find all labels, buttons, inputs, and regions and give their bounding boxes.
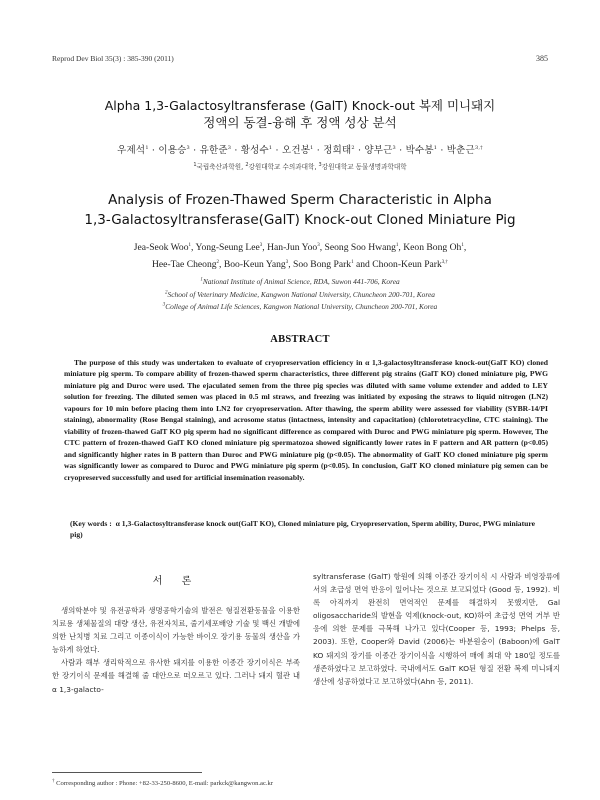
author-affiliation-mark: 1 [268, 144, 273, 151]
affiliation-line [40, 301, 560, 314]
abstract-text: The purpose of this study was undertaken to evaluate of cryopreservation efficiency in α 1,3-galactosyltransferase knock-out(GalT KO) cloned miniature pig sperm. To compare ability of frozen-thawed sperm characteristics, three different pig strains (GalT KO) cloned miniature pig, PWG miniature pig and Duroc were used. The ejaculated semen from the three pig species was diluted with same volume extender and added to LEY solution for freezing. The diluted semen was placed in 0.5 ml straws, and freezing was initiated by exposing the straws to liquid nitrogen (LN2) vapours for 10 min before placing them into LN2 for cryopreservation. After thawing, the sperm ability were assessed for viability (SYBR-14/PI staining), abnormality (Rose Bengal staining), and acrosome status (intactness, intensity and capacitation) (chlorotetracycline, CTC staining). The viability of frozen-thawed GalT KO pig sperm had no significant difference as compared with Duroc and PWG miniature pig sperm. However, The CTC pattern of frozen-thawed GalT KO cloned miniature pig spermatozoa showed significantly lower rates in F pattern and AR pattern (p<0.05) and significantly higher rates in B pattern than Duroc and PWG miniature pig (p<0.05). The abnormality of GalT KO cloned miniature pig sperm was significantly lower as compared to Duroc and PWG miniature pig sperm (p<0.05). In conclusion, GalT KO cloned miniature pig semen can be cryopreserved successfully and used for artificial insemination reasonably. [64, 358, 548, 482]
body-paragraph: 생의학분야 및 유전공학과 생명공학기술의 발전은 형질전환동물을 이용한 치료용 생체물질의 대량 생산, 유전자치료, 줄기세포배양 기술 및 백신 개발에 의한 난치병 치료 그리고 이종이식이 가능한 바이오 장기용 동물의 생산을 가능하게 하였다. [52, 606, 300, 655]
author-affiliation-mark: 3 [317, 242, 320, 248]
author-name: 박춘근 [446, 145, 475, 156]
author-name: 양부근 [364, 145, 393, 156]
abstract-heading: ABSTRACT [270, 334, 330, 345]
affiliation-text: National Institute of Animal Science, RDA, Suwon 441-706, Korea [202, 277, 400, 286]
author-affiliation-mark: 3 [285, 259, 289, 265]
keywords [64, 518, 548, 541]
korean-title [40, 97, 560, 131]
footnote-text: Corresponding author : Phone: +82-33-250-8600, E-mail: parkck@kangwon.ac.kr [56, 780, 274, 787]
affiliation-mark: 3 [162, 302, 166, 308]
author-affiliation-mark: 1 [145, 144, 149, 151]
author-affiliation-mark: 3 [392, 144, 396, 151]
affiliation-text: School of Veterinary Medicine, Kangwon National University, Chuncheon 200-701, Korea [167, 289, 435, 299]
author-name: 유한준 [199, 145, 228, 156]
corresponding-author-footnote [52, 780, 273, 787]
author-affiliation-mark: 3 [186, 144, 190, 151]
korean-affiliations [40, 161, 560, 171]
author-affiliation-mark: 3 [259, 242, 263, 248]
author-name: 오건봉 [281, 145, 311, 156]
author-name: Seong Soo Hwang [324, 242, 396, 253]
affiliation-mark: 2 [245, 161, 249, 168]
affiliation-mark: 1 [200, 277, 203, 283]
body-right-column [313, 570, 560, 688]
author-name: 이용승 [158, 145, 187, 156]
affiliation-mark: 2 [165, 290, 168, 296]
author-affiliation-mark: 2 [216, 259, 220, 265]
english-author-list [40, 240, 560, 273]
korean-author-list: 우제석$^1$ · 이용승$^3$ · 유한준$^3$ · 황성수$^1$ · 오건봉$^1$ · 정희태$^2$ · 양부근$^3$ · 박수봉$^1$ · 박춘근$^{3,\dagger}$ [117, 144, 483, 156]
english-affiliations [40, 276, 560, 314]
author-affiliation-mark: 1 [433, 144, 438, 151]
author-affiliation-mark: 1 [461, 242, 464, 248]
affiliation-text: College of Animal Life Sciences, Kangwon National University, Chuncheon 200-701, Korea [165, 302, 438, 311]
author-affiliation-mark: 1 [310, 144, 314, 151]
author-affiliation-mark: 3,† [441, 259, 449, 265]
author-name: Jea-Seok Woo [133, 242, 189, 253]
affiliation-line [40, 289, 560, 302]
english-title-line-1: Analysis of Frozen-Thawed Sperm Characteristic in Alpha [108, 192, 492, 208]
affiliation-text: 국립축산과학원, [196, 163, 244, 171]
affiliation-line [40, 276, 560, 289]
english-title-line-2: 1,3-Galactosyltransferase(GalT) Knock-out Cloned Miniature Pig [84, 211, 516, 228]
page-number: 385 [536, 54, 548, 63]
footnote-divider [52, 772, 202, 773]
affiliation-text: 강원대학교 동물생명과학대학 [321, 163, 407, 171]
author-name: Soo Bong Park [292, 258, 352, 270]
section-heading-introduction: 서 론 [152, 576, 200, 587]
keywords-text: α 1,3-Galactosyltransferase knock out(GalT KO), Cloned miniature pig, Cryopreservation, Sperm ability, Duroc, PWG miniature pig) [70, 519, 535, 540]
author-affiliation-mark: 3 [227, 144, 232, 151]
author-affiliation-mark: 1 [351, 259, 354, 265]
body-paragraph: syltransferase (GalT) 항원에 의해 이종간 장기이식 시 사람과 비영장류에서의 초급성 면역 반응이 일어나는 것으로 보고되었다 (Good 등, 1992). 비록 아직까지 완전히 면역적인 문제를 해결하지 못했지만, Gal oligosaccharide의 발현을 억제(knock-out, KO)하여 초급성 면역 거부 반응에 의한 문제를 극복해 나가고 있다(Cooper 등, 1993; Phelps 등, 2003). 또한, Cooper와 David (2006)는 바분원숭이 (Baboon)에 GalT KO 돼지의 장기를 이종간 장기이식을 시행하여 매에 최대 약 180일 정도를 생존하였다고 보고하였다. 국내에서도 GalT KO된 형질 전환 복제 미니돼지 생산에 성공하였다고 보고하였다(Ahn 등, 2011). [313, 572, 560, 686]
english-title [40, 191, 560, 230]
author-affiliation-mark: 1 [395, 242, 399, 248]
author-name: Keon Bong Oh [403, 242, 462, 253]
author-affiliation-mark: 1 [188, 242, 192, 248]
korean-title-line-2: 정액의 동결-융해 후 정액 성상 분석 [203, 115, 397, 130]
affiliation-mark: 1 [193, 161, 197, 168]
korean-title-line-1: Alpha 1,3-Galactosyltransferase (GalT) Knock-out 복제 미니돼지 [104, 98, 496, 113]
author-name: Boo-Keun Yang [223, 258, 286, 270]
body-paragraph: 사람과 해부 생리학적으로 유사한 돼지를 이용한 이종간 장기이식은 부족한 장기이식 문제를 해결해 줄 대안으로 떠오르고 있다. 그러나 돼지 혈관 내 α 1,3-galacto- [52, 658, 300, 694]
author-name: Hee-Tae Cheong [151, 258, 217, 270]
body-left-column [52, 604, 300, 696]
author-name: Yong-Seung Lee [195, 242, 260, 253]
author-affiliation-mark: 2 [351, 144, 355, 151]
running-header [52, 54, 548, 66]
author-affiliation-mark: 3,† [474, 144, 483, 151]
author-name: Choon-Keun Park [372, 258, 442, 270]
keywords-label: (Key words : [70, 519, 112, 528]
author-name: 정희태 [323, 145, 352, 156]
journal-citation: Reprod Dev Biol 35(3) : 385-390 (2011) [52, 54, 174, 63]
english-authors-line-2: Hee-Tae Cheong$^2$, Boo-Keun Yang$^3$, Soo Bong Park$^1$ and Choon-Keun Park$^{3,\dagger}$ [151, 258, 449, 270]
affiliation-text: 강원대학교 수의과대학, [248, 163, 317, 171]
author-name: 황성수 [240, 145, 269, 156]
affiliation-mark: 3 [318, 161, 322, 168]
author-name: Han-Jun Yoo [267, 242, 318, 253]
footnote-mark: † [52, 778, 55, 784]
author-name: 박수봉 [405, 145, 434, 156]
english-authors-line-1: Jea-Seok Woo$^1$, Yong-Seung Lee$^3$, Han-Jun Yoo$^3$, Seong Soo Hwang$^1$, Keon Bong Oh$^1$, [133, 242, 467, 253]
author-name: 우제석 [117, 145, 146, 156]
